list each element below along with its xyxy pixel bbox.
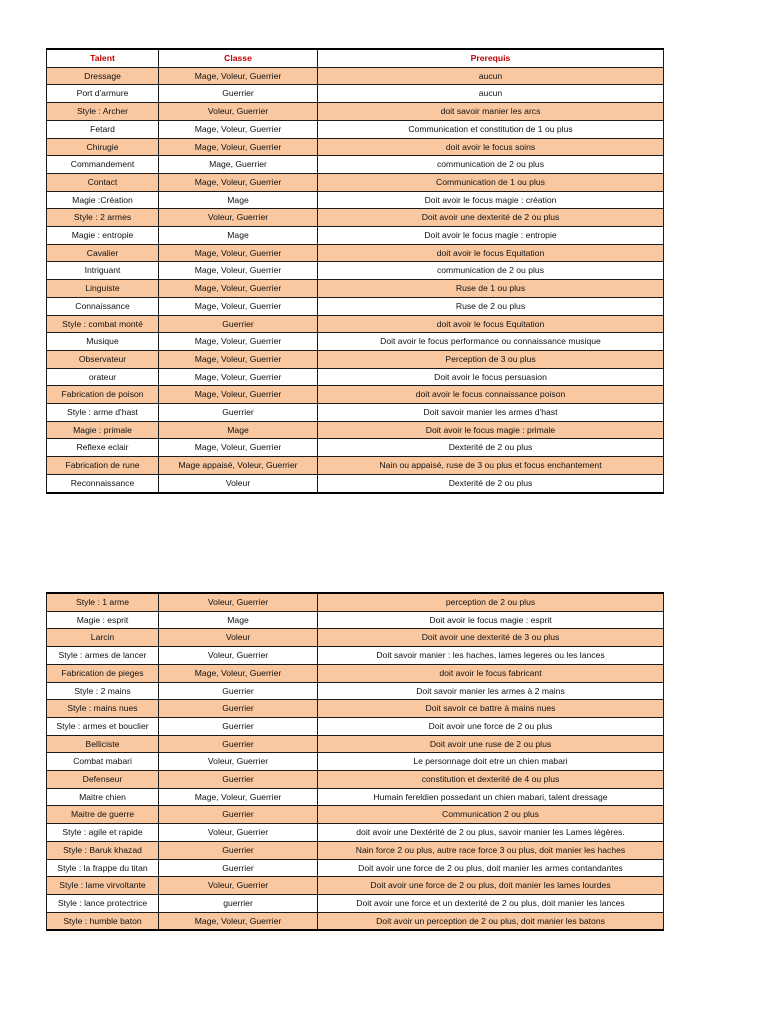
prerequis-cell: Communication de 1 ou plus — [318, 173, 664, 191]
prerequis-cell: Doit avoir le focus persuasion — [318, 368, 664, 386]
table-row — [47, 771, 664, 789]
prerequis-cell: Doit avoir une force de 2 ou plus, doit manier les armes contandantes — [318, 859, 664, 877]
talent-cell: Intriguant — [47, 262, 159, 280]
classe-cell: Guerrier — [159, 841, 318, 859]
classe-cell: Guerrier — [159, 404, 318, 422]
table-row — [47, 735, 664, 753]
table-row — [47, 700, 664, 718]
talent-cell: Style : humble baton — [47, 912, 159, 930]
table-row — [47, 841, 664, 859]
classe-cell: Mage — [159, 421, 318, 439]
prerequis-cell: Doit avoir une force et un dexterité de 2 ou plus, doit manier les lances — [318, 894, 664, 912]
talent-cell: Style : Archer — [47, 103, 159, 121]
classe-cell: Mage, Voleur, Guerrier — [159, 244, 318, 262]
talent-cell: Fetard — [47, 120, 159, 138]
talent-cell: Style : armes et bouclier — [47, 717, 159, 735]
prerequis-cell: doit avoir le focus Equitation — [318, 315, 664, 333]
classe-cell: Mage, Voleur, Guerrier — [159, 368, 318, 386]
table-row — [47, 611, 664, 629]
table-row — [47, 753, 664, 771]
talent-cell: Defenseur — [47, 771, 159, 789]
prerequis-cell: doit avoir le focus connaissance poison — [318, 386, 664, 404]
classe-cell: Mage, Voleur, Guerrier — [159, 262, 318, 280]
table-row — [47, 717, 664, 735]
table-row — [47, 209, 664, 227]
talent-cell: Fabrication de rune — [47, 457, 159, 475]
classe-cell: Guerrier — [159, 85, 318, 103]
table-row — [47, 120, 664, 138]
prerequis-cell: perception de 2 ou plus — [318, 593, 664, 611]
prerequis-cell: constitution et dexterité de 4 ou plus — [318, 771, 664, 789]
talent-cell: Larcin — [47, 629, 159, 647]
talent-cell: Style : Baruk khazad — [47, 841, 159, 859]
table-row — [47, 664, 664, 682]
talent-cell: Musique — [47, 333, 159, 351]
table-row — [47, 404, 664, 422]
talent-cell: Style : lance protectrice — [47, 894, 159, 912]
prerequis-cell: Doit savoir ce battre à mains nues — [318, 700, 664, 718]
talent-cell: Style : agile et rapide — [47, 824, 159, 842]
classe-cell: Voleur, Guerrier — [159, 753, 318, 771]
talent-cell: Commandement — [47, 156, 159, 174]
prerequis-cell: Le personnage doit etre un chien mabari — [318, 753, 664, 771]
table-row — [47, 806, 664, 824]
prerequis-cell: Doit savoir manier les armes d'hast — [318, 404, 664, 422]
classe-cell: Mage, Voleur, Guerrier — [159, 67, 318, 85]
classe-cell: Voleur, Guerrier — [159, 877, 318, 895]
talent-cell: Reconnaissance — [47, 474, 159, 492]
talent-cell: Maitre de guerre — [47, 806, 159, 824]
talent-cell: Maitre chien — [47, 788, 159, 806]
talent-cell: Style : armes de lancer — [47, 647, 159, 665]
header-prerequis: Prerequis — [318, 49, 664, 67]
talent-cell: Magie : entropie — [47, 227, 159, 245]
prerequis-cell: Ruse de 2 ou plus — [318, 297, 664, 315]
table-row — [47, 474, 664, 492]
prerequis-cell: doit savoir manier les arcs — [318, 103, 664, 121]
classe-cell: Guerrier — [159, 682, 318, 700]
prerequis-cell: doit avoir le focus Equitation — [318, 244, 664, 262]
table-row — [47, 85, 664, 103]
table-row — [47, 629, 664, 647]
table-row — [47, 103, 664, 121]
table-row — [47, 859, 664, 877]
prerequis-cell: Doit avoir le focus magie : création — [318, 191, 664, 209]
prerequis-cell: Ruse de 1 ou plus — [318, 280, 664, 298]
classe-cell: Guerrier — [159, 735, 318, 753]
classe-cell: Guerrier — [159, 806, 318, 824]
talent-cell: Linguiste — [47, 280, 159, 298]
classe-cell: Voleur, Guerrier — [159, 647, 318, 665]
prerequis-cell: Doit avoir le focus magie : entropie — [318, 227, 664, 245]
classe-cell: Guerrier — [159, 717, 318, 735]
classe-cell: Voleur — [159, 474, 318, 492]
talent-cell: Magie :Création — [47, 191, 159, 209]
classe-cell: Mage, Voleur, Guerrier — [159, 386, 318, 404]
table-row — [47, 350, 664, 368]
talent-cell: Magie : primale — [47, 421, 159, 439]
talent-cell: Style : combat monté — [47, 315, 159, 333]
classe-cell: Guerrier — [159, 859, 318, 877]
table-row — [47, 682, 664, 700]
talent-cell: Port d'armure — [47, 85, 159, 103]
header-row — [47, 49, 664, 67]
classe-cell: Voleur, Guerrier — [159, 103, 318, 121]
classe-cell: Mage, Voleur, Guerrier — [159, 333, 318, 351]
table-row — [47, 824, 664, 842]
talent-cell: Style : la frappe du titan — [47, 859, 159, 877]
prerequis-cell: doit avoir une Dextérité de 2 ou plus, savoir manier les Lames légères. — [318, 824, 664, 842]
talent-cell: Dressage — [47, 67, 159, 85]
classe-cell: Voleur, Guerrier — [159, 593, 318, 611]
talent-cell: Belliciste — [47, 735, 159, 753]
table-row — [47, 457, 664, 475]
classe-cell: Mage, Guerrier — [159, 156, 318, 174]
classe-cell: Mage — [159, 227, 318, 245]
classe-cell: Mage, Voleur, Guerrier — [159, 664, 318, 682]
table-row — [47, 227, 664, 245]
talent-cell: orateur — [47, 368, 159, 386]
table-row — [47, 262, 664, 280]
prerequis-cell: Doit savoir manier les armes à 2 mains — [318, 682, 664, 700]
talent-cell: Style : mains nues — [47, 700, 159, 718]
talent-cell: Style : arme d'hast — [47, 404, 159, 422]
header-classe: Classe — [159, 49, 318, 67]
talent-cell: Contact — [47, 173, 159, 191]
header-talent: Talent — [47, 49, 159, 67]
talent-cell: Style : lame virvoltante — [47, 877, 159, 895]
table-row — [47, 877, 664, 895]
prerequis-cell: doit avoir le focus soins — [318, 138, 664, 156]
talent-cell: Observateur — [47, 350, 159, 368]
prerequis-cell: Dexterité de 2 ou plus — [318, 474, 664, 492]
classe-cell: Mage, Voleur, Guerrier — [159, 280, 318, 298]
talent-cell: Combat mabari — [47, 753, 159, 771]
prerequis-cell: doit avoir le focus fabricant — [318, 664, 664, 682]
table-row — [47, 67, 664, 85]
prerequis-cell: Communication et constitution de 1 ou plus — [318, 120, 664, 138]
prerequis-cell: Humain fereldien possedant un chien mabari, talent dressage — [318, 788, 664, 806]
classe-cell: Voleur, Guerrier — [159, 209, 318, 227]
talent-cell: Cavalier — [47, 244, 159, 262]
prerequis-cell: Doit avoir une force de 2 ou plus — [318, 717, 664, 735]
classe-cell: Mage, Voleur, Guerrier — [159, 439, 318, 457]
classe-cell: Mage, Voleur, Guerrier — [159, 788, 318, 806]
classe-cell: Mage appaisé, Voleur, Guerrier — [159, 457, 318, 475]
table-row — [47, 647, 664, 665]
classe-cell: Mage — [159, 611, 318, 629]
prerequis-cell: Nain ou appaisé, ruse de 3 ou plus et focus enchantement — [318, 457, 664, 475]
prerequis-cell: Doit avoir une dexterité de 3 ou plus — [318, 629, 664, 647]
table-row — [47, 333, 664, 351]
table-row — [47, 173, 664, 191]
talent-cell: Connaissance — [47, 297, 159, 315]
table-row — [47, 894, 664, 912]
classe-cell: Mage, Voleur, Guerrier — [159, 120, 318, 138]
classe-cell: Mage, Voleur, Guerrier — [159, 173, 318, 191]
prerequis-cell: Nain force 2 ou plus, autre race force 3 ou plus, doit manier les haches — [318, 841, 664, 859]
prerequis-cell: Doit avoir le focus magie : primale — [318, 421, 664, 439]
table-row — [47, 244, 664, 262]
prerequis-cell: Doit avoir une dexterité de 2 ou plus — [318, 209, 664, 227]
prerequis-cell: aucun — [318, 85, 664, 103]
classe-cell: Guerrier — [159, 771, 318, 789]
prerequis-cell: aucun — [318, 67, 664, 85]
talent-cell: Style : 2 mains — [47, 682, 159, 700]
prerequis-cell: Doit avoir un perception de 2 ou plus, doit manier les batons — [318, 912, 664, 930]
talent-cell: Chirugie — [47, 138, 159, 156]
table-row — [47, 368, 664, 386]
table-row — [47, 439, 664, 457]
classe-cell: Voleur, Guerrier — [159, 824, 318, 842]
prerequis-cell: Perception de 3 ou plus — [318, 350, 664, 368]
classe-cell: Guerrier — [159, 700, 318, 718]
table-row — [47, 421, 664, 439]
table-row — [47, 386, 664, 404]
table-row — [47, 297, 664, 315]
classe-cell: Mage, Voleur, Guerrier — [159, 138, 318, 156]
classe-cell: Guerrier — [159, 315, 318, 333]
table-row — [47, 912, 664, 930]
prerequis-cell: communication de 2 ou plus — [318, 156, 664, 174]
talent-cell: Style : 2 armes — [47, 209, 159, 227]
prerequis-cell: Doit avoir le focus performance ou connaissance musique — [318, 333, 664, 351]
talent-cell: Magie : esprit — [47, 611, 159, 629]
prerequis-cell: Doit avoir une force de 2 ou plus, doit manier les lames lourdes — [318, 877, 664, 895]
prerequis-cell: communication de 2 ou plus — [318, 262, 664, 280]
talents-table-1 — [46, 48, 664, 494]
table-row — [47, 593, 664, 611]
classe-cell: Mage — [159, 191, 318, 209]
table-row — [47, 280, 664, 298]
prerequis-cell: Doit avoir une ruse de 2 ou plus — [318, 735, 664, 753]
prerequis-cell: Dexterité de 2 ou plus — [318, 439, 664, 457]
talents-table-2 — [46, 592, 664, 931]
table-row — [47, 138, 664, 156]
prerequis-cell: Doit savoir manier : les haches, lames legeres ou les lances — [318, 647, 664, 665]
classe-cell: Mage, Voleur, Guerrier — [159, 297, 318, 315]
classe-cell: Voleur — [159, 629, 318, 647]
table-row — [47, 156, 664, 174]
table-row — [47, 191, 664, 209]
classe-cell: Mage, Voleur, Guerrier — [159, 912, 318, 930]
table-row — [47, 788, 664, 806]
talent-cell: Fabrication de pieges — [47, 664, 159, 682]
talent-cell: Style : 1 arme — [47, 593, 159, 611]
talent-cell: Reflexe eclair — [47, 439, 159, 457]
classe-cell: Mage, Voleur, Guerrier — [159, 350, 318, 368]
table-row — [47, 315, 664, 333]
prerequis-cell: Doit avoir le focus magie : esprit — [318, 611, 664, 629]
prerequis-cell: Communication 2 ou plus — [318, 806, 664, 824]
talent-cell: Fabrication de poison — [47, 386, 159, 404]
classe-cell: guerrier — [159, 894, 318, 912]
